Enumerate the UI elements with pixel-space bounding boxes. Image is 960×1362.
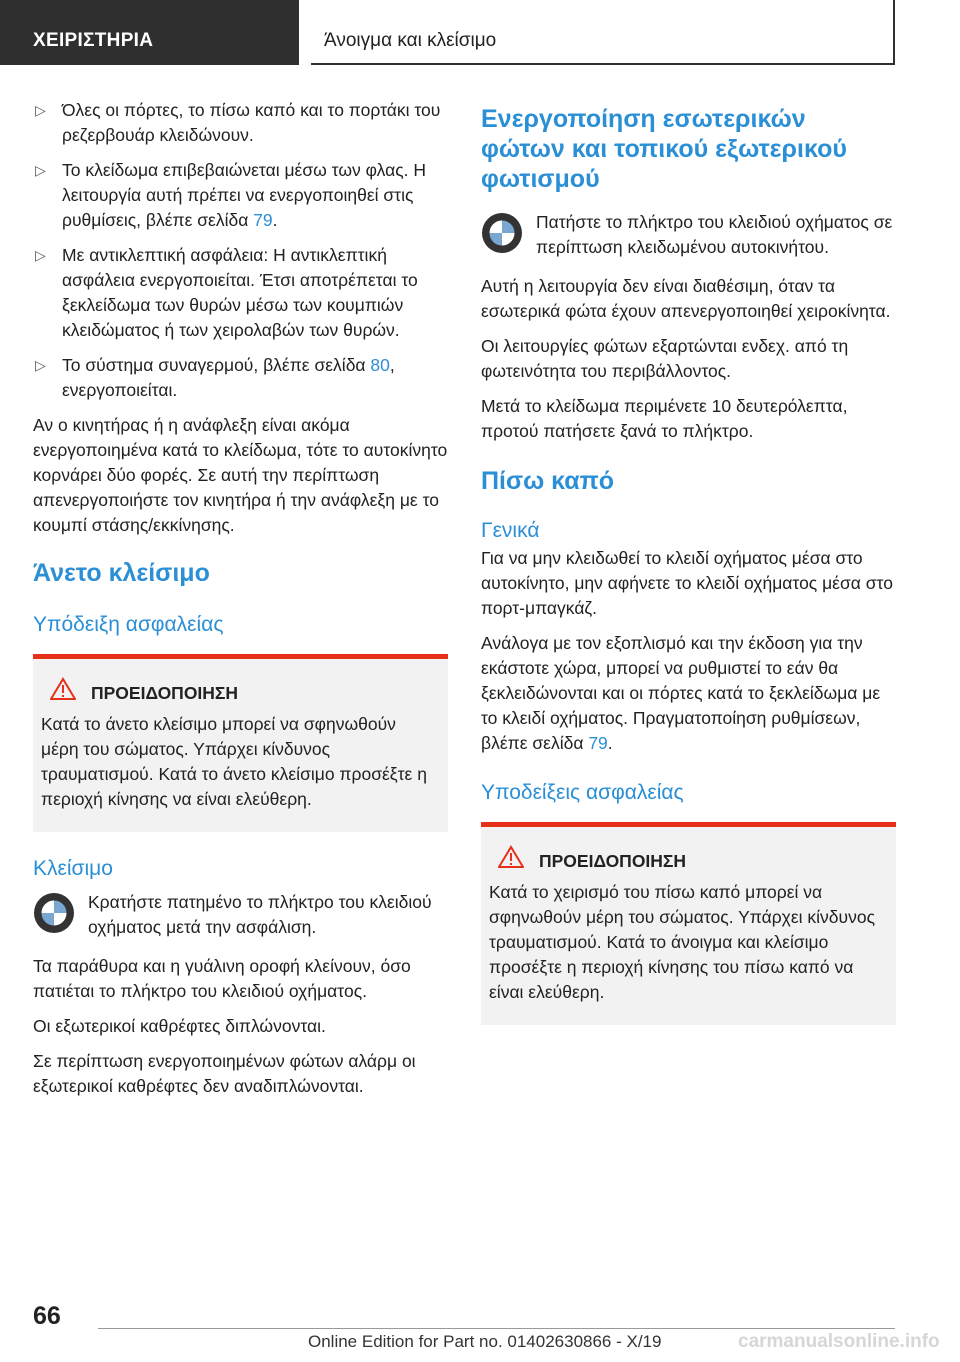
paragraph: Οι λειτουργίες φώτων εξαρτώνται ενδεχ. από τη φωτεινότητα του περιβάλλοντος. xyxy=(481,336,849,381)
warning-box xyxy=(481,822,896,1025)
heading-interior-lights: Ενεργοποίηση εσωτερικών φώτων και τοπικού εξωτερικού φωτισμού xyxy=(481,105,847,193)
header-section-tab xyxy=(0,0,299,65)
bullet-item xyxy=(33,353,448,403)
page-link[interactable]: 79 xyxy=(588,733,608,753)
instruction-text: Πατήστε το πλήκτρο του κλειδιού οχήματος σε περίπτωση κλειδωμένου αυτοκινήτου. xyxy=(536,212,893,257)
bullet-item xyxy=(33,98,448,148)
paragraph: Τα παράθυρα και η γυάλινη οροφή κλείνουν, όσο πατιέται το πλήκτρο του κλειδιού οχήματος. xyxy=(33,956,411,1001)
warning-triangle-icon xyxy=(50,677,76,701)
paragraph-text-end: . xyxy=(607,733,613,753)
footer-divider xyxy=(98,1328,895,1329)
bmw-logo-icon xyxy=(33,892,75,934)
bullet-item xyxy=(33,243,448,343)
paragraph: Αυτή η λειτουργία δεν είναι διαθέσιμη, όταν τα εσωτερικά φώτα έχουν απενεργοποιηθεί χειροκίνητα. xyxy=(481,276,891,321)
paragraph: Αν ο κινητήρας ή η ανάφλεξη είναι ακόμα ενεργοποιημένα κατά το κλείδωμα, τότε το αυτοκίνητο κορνάρει δύο φορές. Σε αυτή την περίπτωση απενεργοποιήστε τον κινητήρα ή την ανάφλεξη με το κουμπί στάσης/εκκίνησης. xyxy=(33,415,448,535)
heading-closing: Κλείσιμο xyxy=(33,857,113,880)
paragraph: Σε περίπτωση ενεργοποιημένων φώτων αλάρμ οι εξωτερικοί καθρέφτες δεν αναδιπλώνονται. xyxy=(33,1051,416,1096)
header-chapter-title: Άνοιγμα και κλείσιμο xyxy=(324,30,497,51)
triangle-right-icon: ▷ xyxy=(35,247,46,263)
header-chapter-tab xyxy=(311,0,895,65)
key-button-instruction xyxy=(33,890,448,940)
key-button-instruction xyxy=(481,210,896,260)
bullet-text: Το κλείδωμα επιβεβαιώνεται μέσω των φλας. Η λειτουργία αυτή πρέπει να ενεργοποιηθεί στις ρυθμίσεις, βλέπε σελίδα xyxy=(62,160,427,230)
warning-text: Κατά το άνετο κλείσιμο μπορεί να σφηνωθούν μέρη του σώματος. Υπάρχει κίνδυνος τραυματισμού. Κατά το άνετο κλείσιμο προσέξτε η περιοχή κίνησης να είναι ελεύθερη. xyxy=(41,714,427,809)
bmw-logo-icon xyxy=(481,212,523,254)
right-column xyxy=(481,98,896,1049)
warning-box xyxy=(33,654,448,832)
bullet-text-end: . xyxy=(272,210,278,230)
warning-title: ΠΡΟΕΙΔΟΠΟΙΗΣΗ xyxy=(539,851,687,871)
warning-triangle-icon xyxy=(498,845,524,869)
bullet-text-end: , ενεργοποιείται. xyxy=(62,355,395,400)
paragraph: Μετά το κλείδωμα περιμένετε 10 δευτερόλεπτα, προτού πατήσετε ξανά το πλήκτρο. xyxy=(481,396,848,441)
triangle-right-icon: ▷ xyxy=(35,102,46,118)
bullet-text: Το σύστημα συναγερμού, βλέπε σελίδα xyxy=(62,355,371,375)
heading-comfort-closing: Άνετο κλείσιμο xyxy=(33,559,210,587)
heading-safety-note: Υπόδειξη ασφαλείας xyxy=(33,613,224,636)
left-column xyxy=(33,98,448,1109)
page-link[interactable]: 80 xyxy=(370,355,390,375)
triangle-right-icon: ▷ xyxy=(35,162,46,178)
paragraph xyxy=(481,631,896,756)
heading-safety-notes: Υποδείξεις ασφαλείας xyxy=(481,781,684,804)
paragraph-text: Ανάλογα με τον εξοπλισμό και την έκδοση για την εκάστοτε χώρα, μπορεί να ρυθμιστεί το εάν θα ξεκλειδώνονται και οι πόρτες κατά το ξεκλείδωμα με το κλειδί οχήματος. Πραγματοποίηση ρυθμίσεων, βλέπε σελίδα xyxy=(481,633,881,753)
bullet-text: Όλες οι πόρτες, το πίσω καπό και το πορτάκι του ρεζερβουάρ κλειδώνουν. xyxy=(62,100,441,145)
heading-general: Γενικά xyxy=(481,519,540,542)
page-number: 66 xyxy=(33,1302,61,1330)
bullet-text: Με αντικλεπτική ασφάλεια: Η αντικλεπτική ασφάλεια ενεργοποιείται. Έτσι αποτρέπεται το ξεκλείδωμα των θυρών μέσω των κουμπιών κλειδώματος ή των χειρολαβών των θυρών. xyxy=(62,245,418,340)
watermark: carmanualsonline.info xyxy=(738,1331,940,1352)
triangle-right-icon: ▷ xyxy=(35,357,46,373)
warning-text: Κατά το χειρισμό του πίσω καπό μπορεί να σφηνωθούν μέρη του σώματος. Υπάρχει κίνδυνος τραυματισμού. Κατά το άνοιγμα και κλείσιμο προσέξτε η περιοχή κίνησης του πίσω καπό να είναι ελεύθερη. xyxy=(489,882,876,1002)
warning-title: ΠΡΟΕΙΔΟΠΟΙΗΣΗ xyxy=(91,683,239,703)
bullet-item xyxy=(33,158,448,233)
paragraph: Για να μην κλειδωθεί το κλειδί οχήματος μέσα στο αυτοκίνητο, μην αφήνετε το κλειδί οχήματος μέσα στο πορτ-μπαγκάζ. xyxy=(481,548,893,618)
header-section-title: ΧΕΙΡΙΣΤΗΡΙΑ xyxy=(33,30,154,51)
page-link[interactable]: 79 xyxy=(253,210,273,230)
heading-tailgate: Πίσω καπό xyxy=(481,467,615,495)
footer-edition: Online Edition for Part no. 01402630866 - X/19 xyxy=(308,1332,662,1351)
instruction-text: Κρατήστε πατημένο το πλήκτρο του κλειδιού οχήματος μετά την ασφάλιση. xyxy=(88,892,432,937)
paragraph: Οι εξωτερικοί καθρέφτες διπλώνονται. xyxy=(33,1016,326,1036)
